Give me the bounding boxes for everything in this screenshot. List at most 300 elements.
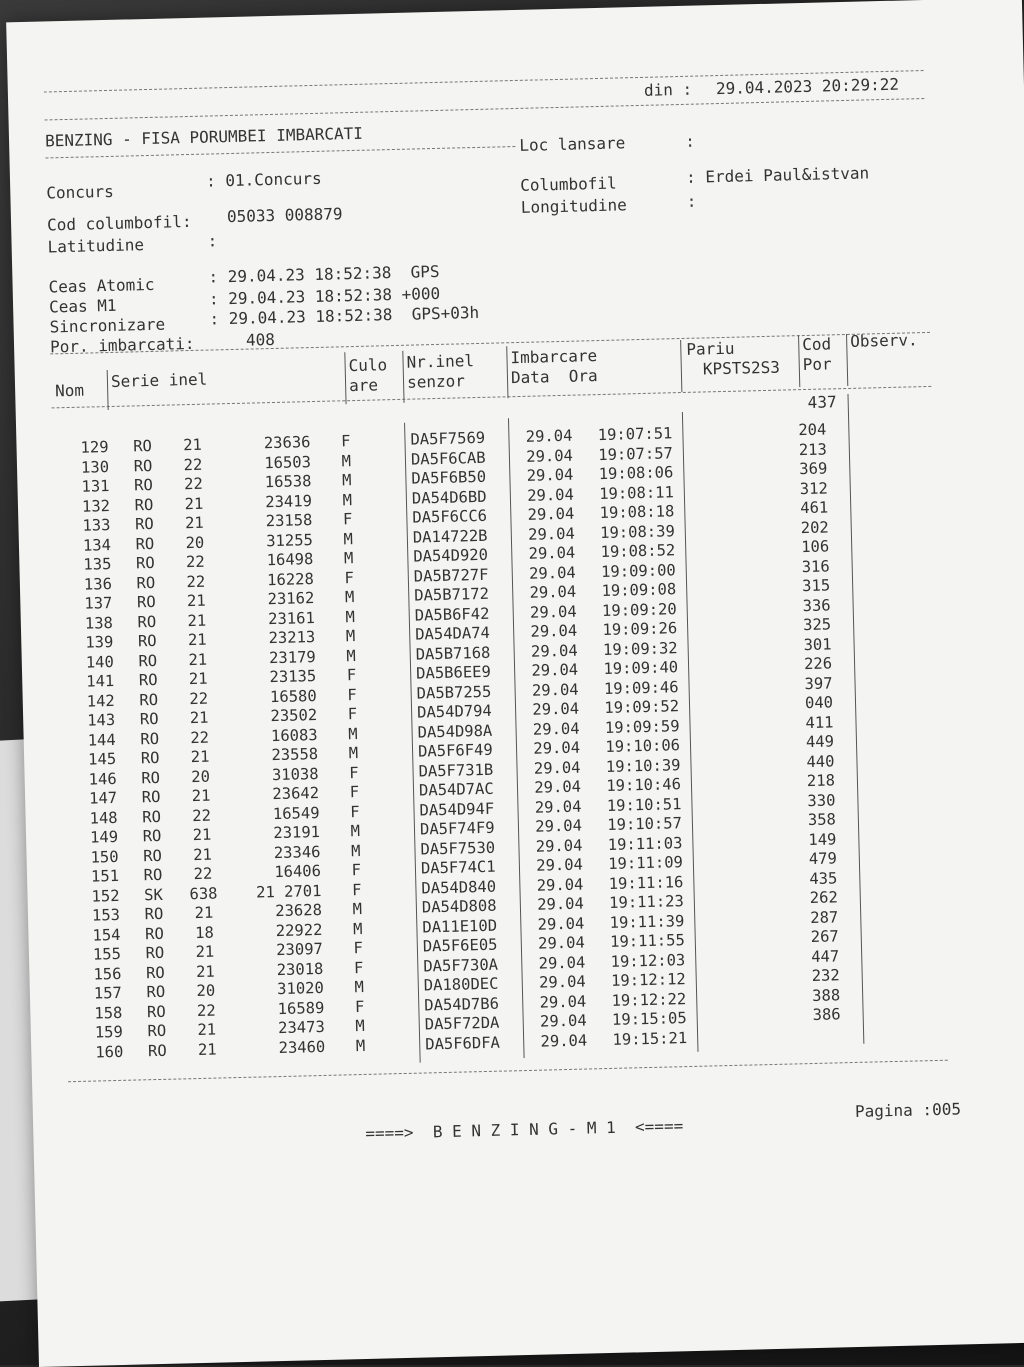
row-country: RO [137, 612, 157, 631]
row-nom: 158 [94, 1003, 123, 1023]
page-number: Pagina :005 [854, 1099, 962, 1121]
row-sex: M [346, 646, 356, 665]
row-date: 29.04 [528, 563, 576, 583]
row-color [353, 548, 413, 569]
row-ring-number: 23191 [273, 822, 321, 843]
row-time: 19:09:08 [601, 580, 677, 601]
row-color [356, 645, 416, 666]
row-date: 29.04 [532, 699, 580, 719]
row-sensor: DA5F6CAB [410, 448, 486, 469]
pigeons-table [56, 420, 851, 1063]
row-nom: 160 [95, 1042, 124, 1062]
row-date: 29.04 [531, 680, 579, 700]
row-cod: 149 [808, 829, 837, 849]
row-country: RO [146, 982, 166, 1002]
row-date: 29.04 [527, 524, 576, 544]
row-nom: 135 [83, 555, 112, 574]
row-time: 19:09:32 [602, 638, 678, 659]
col-cod-1: Cod [802, 334, 832, 355]
row-cod: 218 [806, 771, 836, 791]
row-cod: 040 [804, 693, 834, 713]
loc-lansare-label: Loc lansare [519, 133, 626, 155]
row-date: 29.04 [526, 446, 574, 466]
row-sensor: DA5F7569 [410, 428, 486, 449]
row-year: 21 [197, 1040, 217, 1059]
row-color [359, 782, 419, 803]
row-sensor: DA54D7AC [418, 779, 494, 800]
row-sensor: DA180DEC [423, 974, 499, 995]
row-color [358, 743, 418, 764]
row-sex: F [346, 666, 357, 685]
row-nom: 129 [80, 438, 109, 457]
row-sex: M [344, 588, 355, 607]
row-color [363, 938, 423, 959]
row-year: 20 [185, 533, 205, 552]
row-country: RO [142, 826, 162, 846]
col-nom: Nom [54, 380, 85, 401]
divider [107, 370, 109, 410]
row-nom: 156 [93, 964, 122, 984]
row-color [365, 1015, 425, 1036]
row-country: RO [137, 631, 157, 651]
row-sensor: DA5F72DA [424, 1013, 500, 1034]
row-time: 19:12:03 [610, 950, 686, 971]
row-sensor: DA5F731B [418, 760, 494, 781]
row-sex: M [343, 529, 354, 548]
row-cod: 106 [800, 537, 830, 557]
row-color [355, 606, 415, 627]
row-color [355, 626, 415, 647]
row-country: RO [142, 846, 163, 865]
row-year: 22 [192, 806, 212, 825]
row-sex: F [349, 802, 360, 821]
row-nom: 154 [92, 925, 121, 945]
row-time: 19:10:46 [606, 775, 682, 795]
sincronizare-label: Sincronizare [49, 314, 166, 337]
row-cod: 316 [801, 556, 830, 576]
row-year: 21 [184, 494, 204, 513]
row-time: 19:11:16 [608, 872, 684, 893]
row-cod: 287 [810, 907, 839, 927]
row-year: 21 [187, 630, 207, 650]
columbofil-value: : Erdei Paul&istvan [685, 163, 870, 187]
row-color [364, 996, 424, 1017]
row-ring-number: 23558 [271, 745, 319, 765]
page-title: BENZING - FISA PORUMBEI IMBARCATI [44, 123, 364, 151]
row-cod: 325 [802, 615, 832, 635]
row-ring-number: 23460 [278, 1037, 326, 1057]
row-date: 29.04 [531, 660, 579, 680]
row-nom: 153 [91, 905, 121, 925]
row-color [356, 665, 416, 686]
row-sex: M [345, 627, 356, 646]
row-ring-number: 31038 [271, 764, 319, 784]
ceas-m1-label: Ceas M1 [48, 295, 117, 317]
row-sensor: DA5F6DFA [425, 1033, 501, 1053]
col-imbarcare-1: Imbarcare [510, 346, 598, 368]
row-country: RO [138, 670, 158, 690]
row-sex: M [341, 471, 352, 490]
row-nom: 136 [83, 574, 113, 594]
row-nom: 152 [91, 886, 120, 906]
row-ring-number: 16549 [272, 803, 320, 823]
por-imbarcati-label: Por. imbarcati: [49, 333, 195, 357]
document [44, 69, 984, 1143]
sincronizare-value: : 29.04.23 18:52:38 GPS+03h [209, 302, 480, 329]
row-ring-number: 16083 [270, 725, 318, 745]
row-pariu [687, 1026, 803, 1048]
row-ring-number: 22922 [275, 920, 323, 940]
row-ring-number: 23642 [272, 783, 320, 804]
row-ring-number: 16580 [269, 686, 317, 706]
row-year: 20 [196, 981, 216, 1001]
row-date: 29.04 [530, 641, 578, 661]
row-nom: 143 [87, 710, 116, 730]
row-cod: 226 [803, 654, 833, 674]
row-sex: F [354, 997, 365, 1016]
row-color [352, 489, 412, 510]
col-observ: Observ. [849, 330, 918, 351]
row-country: RO [147, 1021, 167, 1041]
row-sensor: DA54D840 [421, 877, 497, 898]
row-country: RO [133, 475, 154, 495]
footer-brand: ====> B E N Z I N G - M 1 <==== [365, 1116, 684, 1143]
row-year: 22 [190, 728, 210, 747]
row-sensor: DA54D6BD [411, 487, 487, 508]
row-sensor: DA5F730A [423, 955, 499, 975]
row-ring-number: 23158 [265, 511, 313, 531]
row-date: 29.04 [539, 992, 587, 1012]
row-nom: 150 [90, 847, 119, 867]
row-time: 19:11:09 [608, 853, 684, 873]
row-cod: 213 [798, 439, 828, 459]
row-cod: 262 [809, 888, 838, 908]
divider [798, 335, 800, 387]
row-sensor: DA54D794 [416, 701, 492, 722]
row-color [365, 1035, 425, 1056]
row-cod: 301 [803, 634, 832, 654]
row-year: 21 [188, 669, 208, 689]
row-nom: 137 [84, 593, 113, 613]
row-ring-number: 23628 [275, 900, 323, 921]
row-nom: 145 [87, 749, 117, 769]
col-serie-inel: Serie inel [110, 369, 208, 391]
row-color [353, 528, 413, 549]
row-date: 29.04 [536, 855, 584, 875]
row-sensor: DA5F7530 [420, 838, 496, 859]
row-date: 29.04 [535, 836, 583, 856]
row-date: 29.04 [534, 797, 582, 817]
row-country: RO [143, 865, 163, 885]
row-sensor: DA54D808 [421, 896, 497, 917]
date-label: din : [643, 79, 693, 100]
latitudine-label: Latitudine [47, 235, 145, 257]
row-country: RO [136, 592, 156, 612]
row-year: 21 [184, 513, 204, 533]
row-year: 22 [189, 689, 209, 708]
row-sex: M [341, 451, 352, 470]
row-country: RO [139, 709, 159, 729]
date-value: 29.04.2023 20:29:22 [715, 74, 900, 99]
row-color [364, 976, 424, 997]
row-year: 21 [192, 825, 212, 845]
row-nom: 147 [88, 788, 118, 808]
row-color [357, 704, 417, 725]
row-cod: 386 [812, 1005, 841, 1025]
row-sensor: DA5F6F49 [417, 740, 493, 761]
row-nom: 139 [85, 632, 114, 652]
row-date: 29.04 [537, 933, 586, 953]
row-time: 19:09:40 [603, 658, 679, 679]
row-ring-number: 23213 [268, 628, 316, 648]
row-country: RO [145, 943, 165, 963]
row-sensor: DA5B6EE9 [415, 662, 492, 683]
row-cod: 397 [804, 673, 833, 693]
row-time: 19:10:57 [607, 814, 683, 834]
row-year: 21 [191, 786, 211, 806]
row-cod: 202 [800, 517, 829, 537]
row-sex: M [354, 977, 365, 997]
row-date: 29.04 [528, 543, 576, 563]
row-ring-number: 16406 [274, 861, 322, 882]
row-color [362, 918, 422, 939]
row-nom: 144 [87, 730, 116, 750]
row-sex: M [355, 1016, 365, 1036]
divider [847, 394, 864, 1044]
row-cod: 330 [807, 790, 836, 810]
row-year: 20 [191, 767, 211, 786]
row-date: 29.04 [529, 582, 577, 602]
row-ring-number: 16498 [266, 550, 314, 570]
row-country: RO [136, 573, 156, 592]
first-cod: 437 [807, 392, 837, 412]
divider [402, 351, 404, 403]
row-sensor: DA5B6F42 [414, 604, 490, 625]
row-country: SK [143, 885, 164, 904]
row-color [363, 957, 423, 978]
row-sensor: DA5B7172 [414, 584, 490, 605]
row-country: RO [135, 534, 155, 553]
row-cod: 411 [805, 712, 834, 732]
row-country: RO [144, 904, 164, 924]
row-sex: F [347, 685, 357, 704]
row-date: 29.04 [525, 426, 573, 446]
row-time: 19:15:21 [612, 1028, 688, 1049]
row-country: RO [142, 807, 162, 826]
row-date: 29.04 [538, 953, 586, 973]
row-color [352, 509, 412, 530]
longitudine-label: Longitudine [520, 195, 627, 217]
row-ring-number: 23473 [277, 1017, 326, 1038]
concurs-label: Concurs [46, 181, 114, 203]
row-sensor: DA5B7255 [416, 682, 492, 703]
row-ring-number: 23162 [267, 589, 315, 609]
row-sex: F [353, 938, 364, 958]
row-color [351, 450, 411, 471]
row-cod: 440 [806, 751, 835, 771]
row-year: 21 [186, 591, 206, 611]
col-culoare-1: Culo [348, 355, 388, 376]
printout-page [6, 0, 1024, 1367]
row-year: 21 [195, 962, 215, 981]
row-date: 29.04 [540, 1031, 588, 1051]
row-color [362, 899, 422, 920]
row-time: 19:15:05 [611, 1009, 687, 1029]
row-nom: 146 [88, 769, 117, 789]
row-date: 29.04 [533, 758, 581, 778]
row-country: RO [139, 690, 159, 709]
row-country: RO [134, 495, 154, 514]
col-pariu-2: KPSTS2S3 [702, 357, 781, 379]
row-sex: F [349, 783, 360, 802]
row-ring-number: 16228 [266, 569, 315, 589]
row-ring-number: 31255 [266, 530, 314, 550]
row-sex: F [342, 510, 353, 529]
row-cod: 449 [805, 732, 835, 752]
row-time: 19:10:06 [605, 736, 681, 756]
row-date: 29.04 [533, 738, 581, 758]
row-ring-number: 31020 [276, 978, 325, 999]
row-year: 21 [187, 611, 207, 630]
row-country: RO [140, 729, 160, 748]
row-cod: 479 [808, 849, 838, 869]
row-sensor: DA54DA74 [415, 623, 491, 644]
row-date: 29.04 [530, 621, 578, 641]
row-date: 29.04 [526, 465, 574, 485]
row-nom: 132 [81, 496, 111, 516]
row-country: RO [133, 456, 153, 475]
row-time: 19:12:22 [611, 989, 687, 1010]
row-color [360, 821, 420, 842]
row-sensor: DA14722B [412, 526, 488, 547]
row-cod [803, 1025, 851, 1046]
row-date: 29.04 [526, 485, 575, 505]
row-color [358, 762, 418, 783]
row-cod: 336 [802, 595, 831, 615]
row-sex: F [340, 432, 351, 451]
row-cod: 232 [811, 966, 840, 986]
row-time: 19:08:18 [599, 502, 675, 523]
row-nom: 130 [80, 457, 110, 477]
row-sex: M [345, 607, 355, 626]
row-ring-number: 23636 [263, 433, 311, 453]
row-color [356, 684, 416, 705]
columbofil-label: Columbofil [520, 173, 617, 195]
row-time: 19:10:51 [606, 794, 682, 815]
col-nr-inel-1: Nr.inel [406, 351, 475, 372]
row-ring-number: 23135 [269, 667, 317, 687]
row-date: 29.04 [538, 972, 586, 992]
row-date: 29.04 [532, 719, 580, 739]
ceas-m1-value: : 29.04.23 18:52:38 +000 [208, 283, 441, 309]
row-year: 22 [196, 1001, 216, 1020]
cod-columbofil-label: Cod columbofil: [46, 211, 192, 235]
row-cod: 369 [799, 459, 828, 479]
latitudine-value: : [207, 231, 218, 251]
row-year: 638 [189, 884, 218, 903]
row-ring-number: 16538 [264, 472, 312, 492]
por-imbarcati-value: 408 [245, 329, 276, 350]
row-time: 19:08:39 [599, 521, 675, 542]
row-country: RO [132, 436, 153, 456]
row-sex: M [352, 899, 363, 919]
row-nom: 141 [86, 671, 115, 691]
row-color [361, 879, 421, 900]
row-time: 19:11:03 [607, 833, 683, 854]
col-imbarcare-2: Data Ora [510, 366, 598, 388]
row-year: 21 [194, 903, 214, 923]
row-date: 29.04 [539, 1011, 587, 1031]
row-time: 19:11:55 [609, 931, 685, 951]
row-sensor: DA54D98A [417, 721, 493, 742]
row-sex: M [352, 919, 363, 938]
row-date: 29.04 [534, 777, 582, 797]
row-year: 18 [194, 923, 214, 942]
row-sensor: DA54D920 [413, 545, 489, 566]
row-date: 29.04 [536, 875, 584, 895]
row-year: 21 [192, 845, 213, 864]
row-sex: F [351, 880, 362, 899]
row-nom: 131 [81, 477, 110, 496]
row-time: 19:10:39 [605, 755, 681, 776]
row-sex: F [347, 705, 358, 724]
row-country: RO [134, 514, 154, 534]
row-nom: 149 [89, 827, 119, 847]
row-year: 22 [183, 455, 203, 474]
row-sex: M [348, 724, 358, 743]
col-culoare-2: are [348, 375, 379, 396]
row-year: 22 [185, 552, 205, 572]
row-time: 19:08:52 [600, 541, 676, 562]
row-sex: M [343, 549, 354, 568]
row-ring-number: 23097 [276, 939, 324, 960]
row-sensor: DA5F74C1 [420, 857, 496, 878]
row-time: 19:08:11 [598, 482, 675, 503]
cod-columbofil-value: 05033 008879 [226, 204, 343, 227]
row-year: 21 [188, 650, 208, 669]
row-cod: 435 [809, 868, 838, 888]
row-ring-number: 23419 [265, 491, 313, 511]
row-time: 19:09:20 [601, 599, 677, 620]
row-year: 22 [193, 864, 213, 884]
row-nom: 138 [84, 613, 114, 633]
row-nom: 159 [94, 1022, 124, 1042]
table-rule-bottom [68, 1060, 948, 1083]
row-year: 21 [195, 942, 215, 962]
row-sensor: DA54D94F [419, 799, 495, 820]
row-cod: 315 [801, 576, 831, 596]
row-cod: 204 [798, 420, 827, 440]
row-sex: F [351, 860, 362, 880]
row-country: RO [144, 924, 165, 943]
row-cod: 447 [810, 946, 840, 966]
divider [506, 346, 508, 398]
row-ring-number: 23179 [268, 647, 316, 667]
row-sensor: DA5F6E05 [422, 935, 498, 956]
row-sex: F [344, 568, 355, 587]
row-color [360, 840, 420, 861]
row-country: RO [138, 651, 158, 670]
loc-lansare-value: : [685, 131, 696, 151]
row-time: 19:12:12 [610, 970, 686, 990]
row-color [351, 470, 411, 491]
row-year: 22 [183, 474, 204, 494]
row-year: 21 [190, 747, 210, 767]
row-sensor: DA5F6CC6 [412, 506, 488, 527]
row-ring-number: 23018 [276, 959, 324, 979]
row-ring-number: 23502 [270, 706, 318, 726]
row-color [361, 860, 421, 881]
